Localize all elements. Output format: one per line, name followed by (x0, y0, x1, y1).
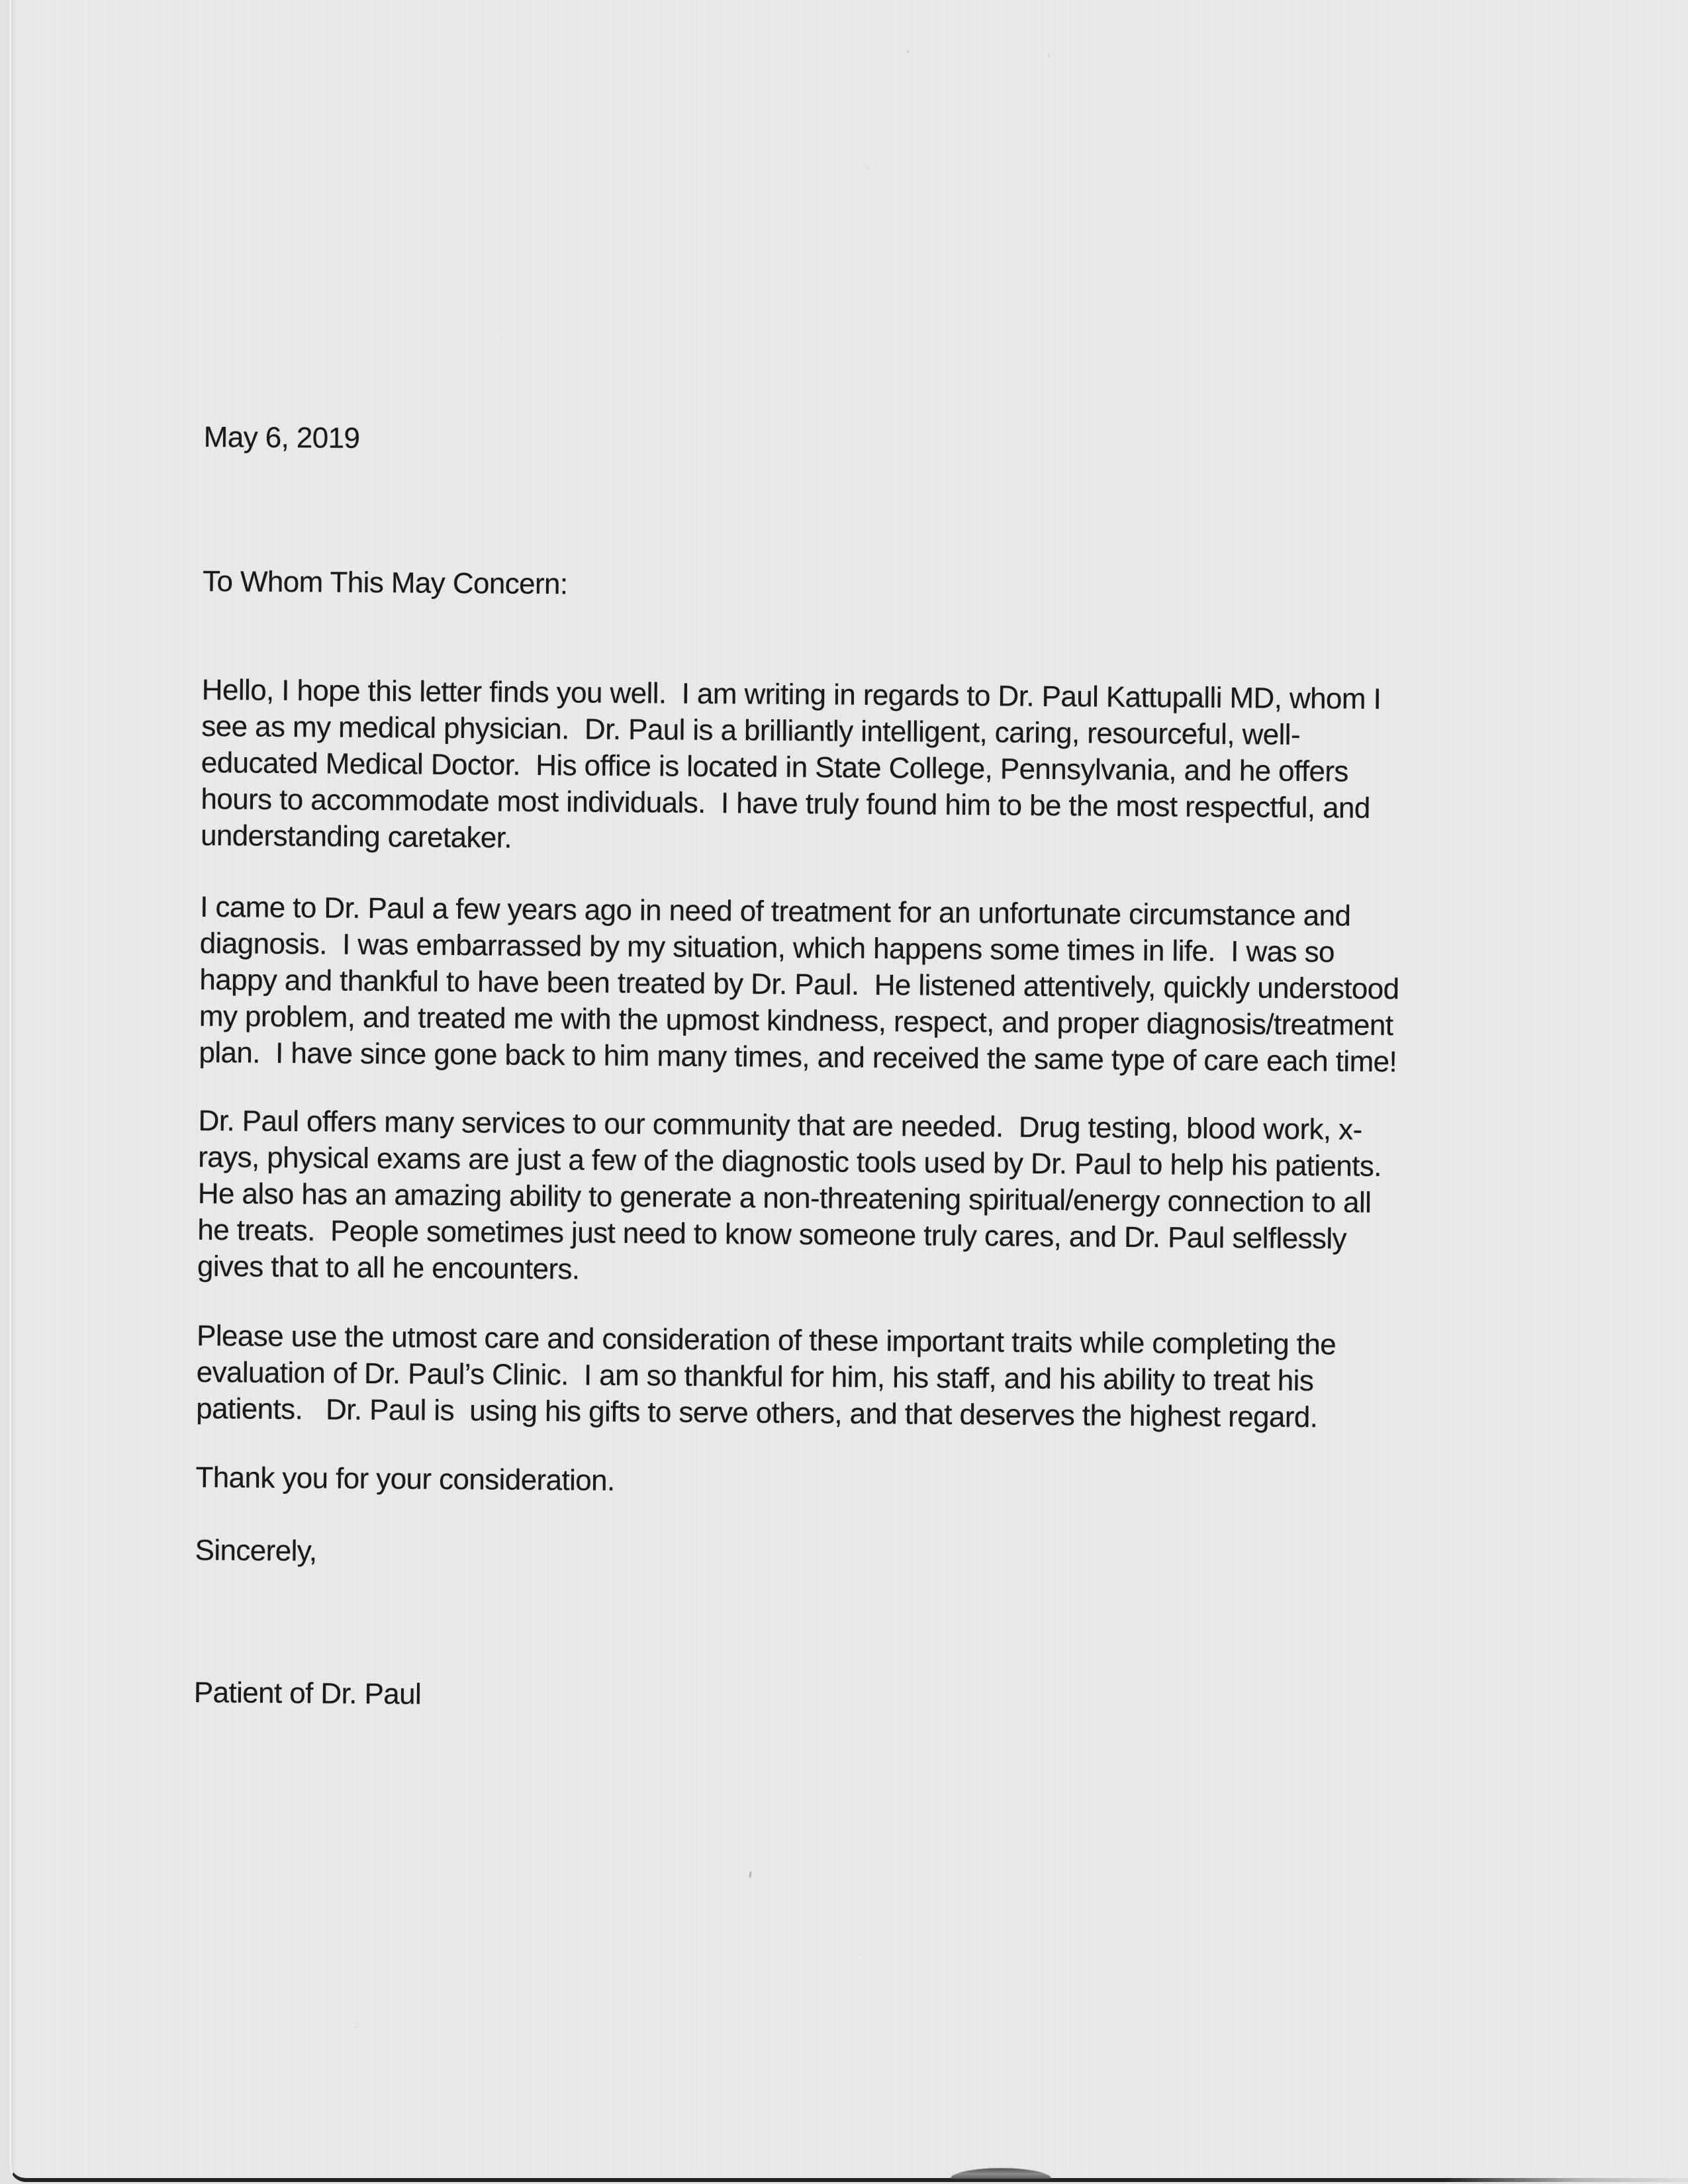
scan-speck (867, 167, 868, 169)
scan-speck (724, 1166, 725, 1167)
letter-paragraph-3: Dr. Paul offers many services to our community that are needed. Drug testing, blood work, x- rays, physical exams are just a few of the diagnostic tools used by Dr. Paul to help his patients. He also has an amazing ability to generate a non-threatening spiritual/energy connection to all he treats. People sometimes just need to know someone truly cares, and Dr. Paul selflessly gives that to all he encounters. (197, 1104, 1382, 1286)
letter-paragraph-1: Hello, I hope this letter finds you well. I am writing in regards to Dr. Paul Kattupalli MD, whom I see as my medical physician. Dr. Paul is a brilliantly intelligent, caring, resourceful, well- educated Medical Doctor. His office is located in State College, Pennsylvania, and he offers hours to accommodate most individuals. I have truly found him to be the most respectful, and understanding caretaker. (200, 673, 1382, 854)
bottom-edge-fade (1443, 2169, 1688, 2184)
scan-speck (861, 1954, 862, 1955)
scanner-streak (1069, 0, 1070, 2168)
scan-speck (501, 338, 502, 339)
letter-closing: Thank you for your consideration. (195, 1461, 615, 1497)
scan-speck (907, 50, 909, 54)
scan-speck (1484, 954, 1485, 956)
letter-paragraph-4: Please use the utmost care and consideration of these important traits while completing the evaluation of Dr. Paul’s Clinic. I am so thankful for him, his staff, and his ability to treat his patients. Dr. Paul is using his gifts to serve others, and that deserves the highest regard. (196, 1319, 1336, 1434)
letter-valediction: Sincerely, (195, 1533, 317, 1568)
letter-paper (10, 0, 1688, 2182)
scanner-streak (697, 0, 698, 2168)
letter-date: May 6, 2019 (203, 420, 360, 455)
letter-salutation: To Whom This May Concern: (202, 565, 568, 601)
letter-paragraph-2: I came to Dr. Paul a few years ago in need of treatment for an unfortunate circumstance and diagnosis. I was embarrassed by my situation, which happens some times in life. I was so happy and thankful to have been treated by Dr. Paul. He listened attentively, quickly understood my problem, and treated me with the upmost kindness, respect, and proper diagnosis/treatment plan. I have since gone back to him many times, and received the same type of care each time! (199, 890, 1399, 1079)
scan-speck (355, 2026, 357, 2028)
scan-speck (1048, 54, 1050, 56)
letter-signature: Patient of Dr. Paul (193, 1676, 422, 1711)
